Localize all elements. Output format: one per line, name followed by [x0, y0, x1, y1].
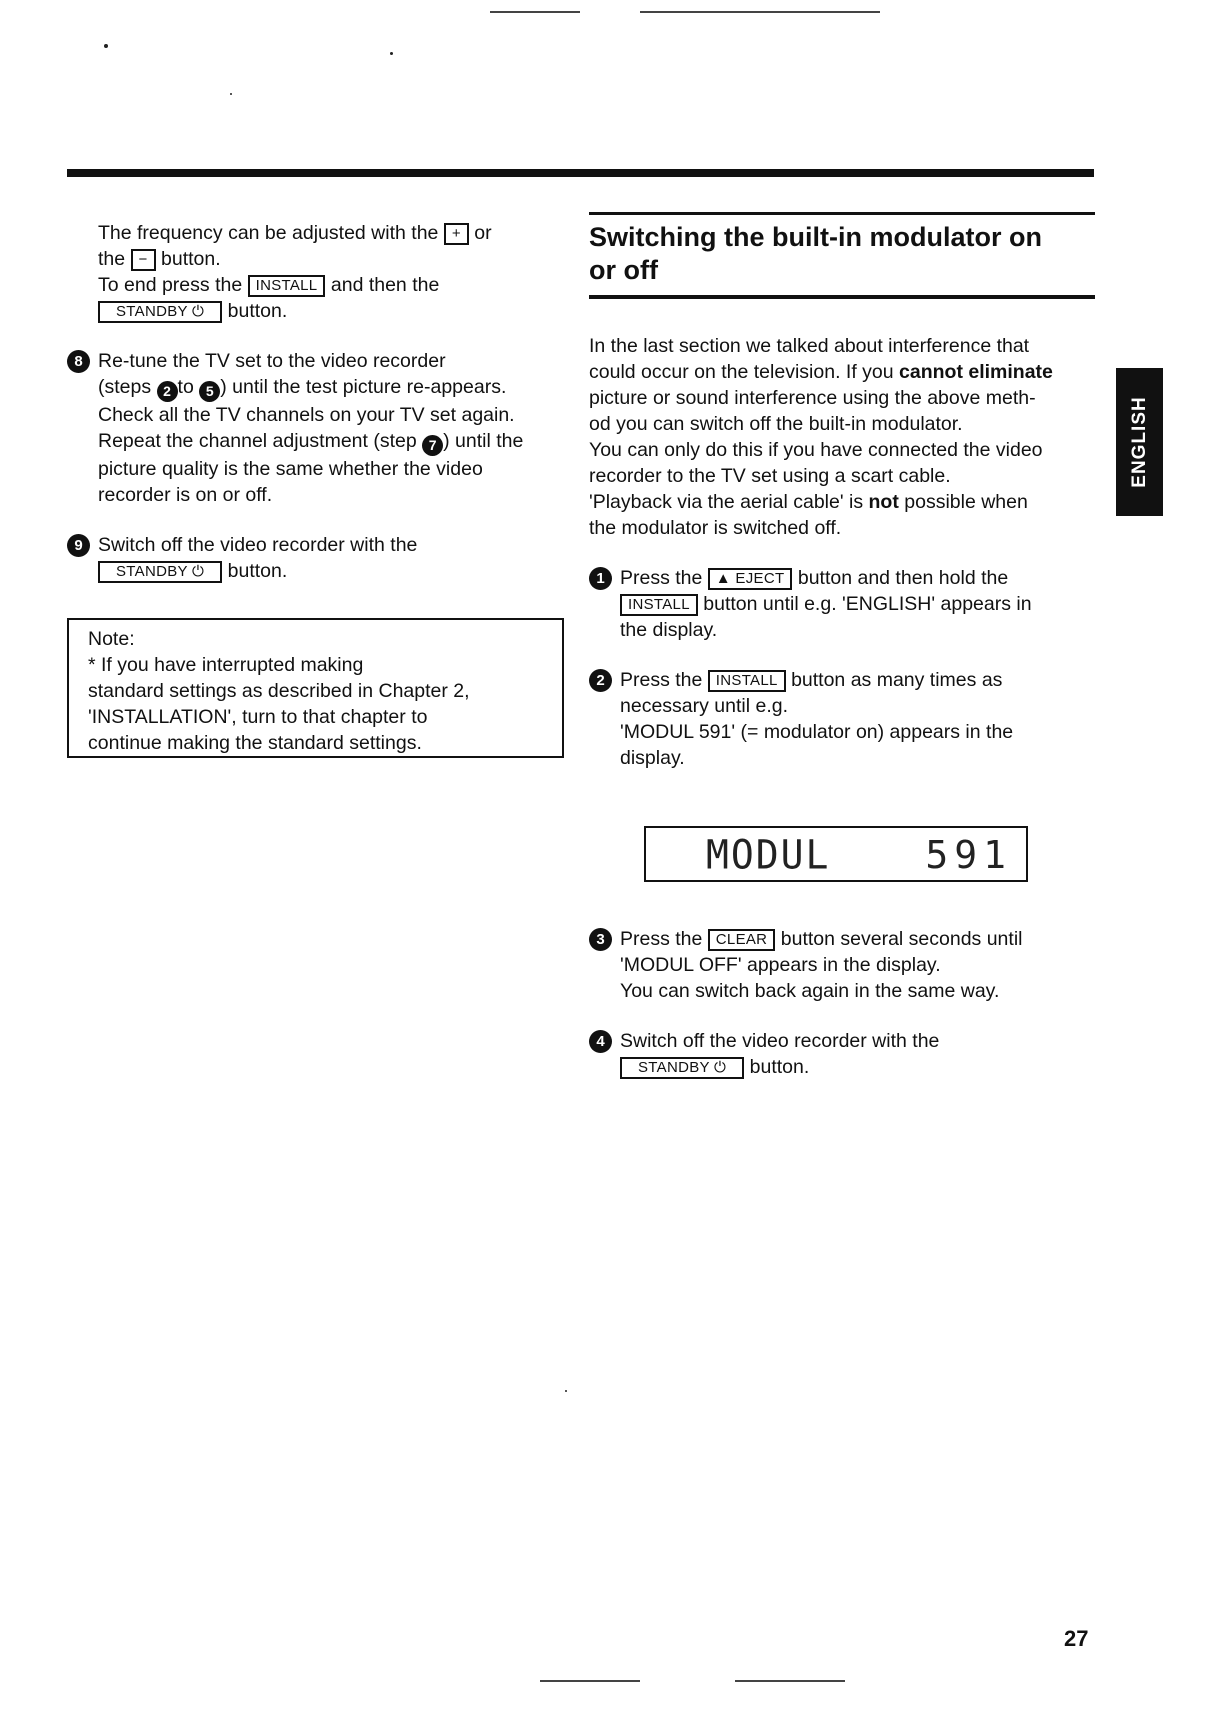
step-8: 8 Re-tune the TV set to the video recorder (steps 2 to 5 ) until the test picture re-appears. Check all the TV channels on your TV set again. Repeat the channel adjustment (step 7 ) until the picture quality is the same whether the video recorder is on or off.	[67, 348, 577, 508]
page-number: 27	[1064, 1626, 1089, 1651]
scan-artifact	[490, 11, 580, 13]
lcd-display	[644, 826, 1028, 882]
intro-paragraph: In the last section we talked about interference that could occur on the television. If you cannot eliminate picture or sound interference using the above meth- od you can switch off the built-in modulator. You can only do this if you have connected the video recorder to the TV set using a scart cable. 'Playback via the aerial cable' is not possible when the modulator is switched off.	[589, 335, 1053, 539]
step-ref-badge: 5	[199, 381, 220, 402]
step-number-badge: 3	[589, 928, 612, 951]
step-2: 2 Press the INSTALL button as many times as necessary until e.g. 'MODUL 591' (= modulator on) appears in the display.	[589, 667, 1095, 771]
install-button: INSTALL	[248, 275, 326, 297]
install-button: INSTALL	[620, 594, 698, 616]
left-column	[67, 220, 577, 584]
language-tab: ENGLISH	[1116, 368, 1163, 516]
install-button: INSTALL	[708, 670, 786, 692]
lcd-text-right: 591	[925, 833, 1012, 877]
standby-button: STANDBY ⏻	[620, 1057, 744, 1079]
scan-artifact	[540, 1680, 640, 1682]
section-title: Switching the built-in modulator on or off	[589, 212, 1095, 299]
clear-button: CLEAR	[708, 929, 776, 951]
step-9: 9 Switch off the video recorder with the STANDBY ⏻ button.	[67, 532, 577, 584]
note-box: Note: * If you have interrupted making standard settings as described in Chapter 2, 'INSTALLATION', turn to that chapter to continue making the standard settings.	[67, 618, 564, 758]
step-number-badge: 9	[67, 534, 90, 557]
right-column-lower	[589, 926, 1095, 1080]
plus-button: +	[444, 223, 469, 245]
scan-artifact	[735, 1680, 845, 1682]
scan-speck	[104, 44, 108, 48]
frequency-paragraph: The frequency can be adjusted with the + or the − button. To end press the INSTALL and then the STANDBY ⏻ button.	[98, 222, 492, 322]
step-number-badge: 4	[589, 1030, 612, 1053]
header-rule	[67, 169, 1094, 177]
step-ref-badge: 2	[157, 381, 178, 402]
standby-button: STANDBY ⏻	[98, 561, 222, 583]
eject-button: ▲ EJECT	[708, 568, 793, 590]
step-number-badge: 1	[589, 567, 612, 590]
step-1: 1 Press the ▲ EJECT button and then hold the INSTALL button until e.g. 'ENGLISH' appears in the display.	[589, 565, 1095, 643]
lcd-text-left: MODUL	[706, 831, 831, 879]
step-ref-badge: 7	[422, 435, 443, 456]
note-title: Note:	[88, 628, 135, 650]
minus-button: −	[131, 249, 156, 271]
right-column	[589, 212, 1095, 771]
scan-speck	[390, 52, 393, 55]
scan-speck	[230, 93, 232, 95]
scan-artifact	[640, 11, 880, 13]
step-4: 4 Switch off the video recorder with the STANDBY ⏻ button.	[589, 1028, 1095, 1080]
step-number-badge: 2	[589, 669, 612, 692]
step-3: 3 Press the CLEAR button several seconds until 'MODUL OFF' appears in the display. You can switch back again in the same way.	[589, 926, 1095, 1004]
step-number-badge: 8	[67, 350, 90, 373]
scan-speck	[565, 1390, 567, 1392]
standby-button: STANDBY ⏻	[98, 301, 222, 323]
